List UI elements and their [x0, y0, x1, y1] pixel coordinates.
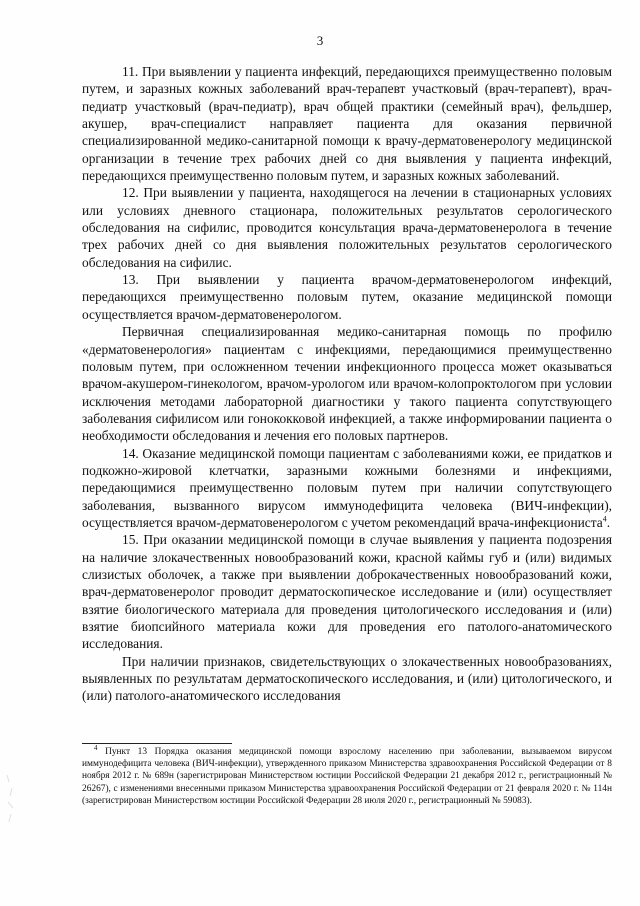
paragraph-14-text: 14. Оказание медицинской помощи пациентам с заболеваниями кожи, ее придатков и подкожно-жировой клетчатки, заразными кожными болезнями и инфекциями, передающимися преимущественно половым путем при наличии сопутствующего заболевания, вызванного вирусом иммунодефицита человека (ВИЧ-инфекции), осуществляется врачом-дерматовенерологом с учетом рекомендаций врача-инфекциониста — [82, 445, 612, 530]
paragraph-13-text: 13. При выявлении у пациента врачом-дерматовенерологом инфекций, передающихся преимущественно половым путем, оказание медицинской помощи осуществляется врачом-дерматовенерологом. — [82, 272, 612, 322]
paragraph-15-continuation-text: При наличии признаков, свидетельствующих о злокачественных новообразованиях, выявленных по результатам дерматоскопического исследования, и (или) цитологического, и (или) патолого-анатомического исследования — [82, 653, 612, 704]
footnote — [82, 743, 612, 807]
page-number: 3 — [316, 33, 324, 48]
paragraph-13 — [82, 271, 612, 323]
footnote-reference[interactable]: 4 — [602, 514, 607, 524]
scan-artifact — [4, 770, 18, 830]
paragraph-11 — [82, 63, 612, 184]
footnote-separator — [82, 743, 232, 744]
paragraph-11-text: 11. При выявлении у пациента инфекций, передающихся преимущественно половым путем, и заразных кожных заболеваний врач-терапевт участковый (врач-терапевт), врач-педиатр участковый (врач-педиатр), врач общей практики (семейный врач), фельдшер, акушер, врач-специалист направляет пациента для оказания первичной специализированной медико-санитарной помощи к врачу-дерматовенерологу медицинской организации в течение трех рабочих дней со дня выявления у пациента инфекций, передающихся преимущественно половым путем, и заразных кожных заболеваний. — [82, 64, 612, 184]
paragraph-15-text: 15. При оказании медицинской помощи в случае выявления у пациента подозрения на наличие злокачественных новообразований кожи, красной каймы губ и (или) видимых слизистых оболочек, а также при выявлении доброкачественных новообразований кожи, врач-дерматовенеролог проводит дерматоскопическое исследование и (или) осуществляет взятие биологического материала для проведения цитологического исследования и (или) взятие биопсийного материала кожи для проведения его патолого-анатомического исследования. — [82, 532, 612, 652]
paragraph-13-continuation-text: Первичная специализированная медико-санитарная помощь по профилю «дерматовенерология» пациентам с инфекциями, передающимися преимущественно половым путем, при осложненном течении инфекционного процесса может оказываться врачом-акушером-гинекологом, врачом-урологом или врачом-колопроктологом при условии исключения методами лабораторной диагностики у такого пациента сопутствующего заболевания сифилисом или гонококковой инфекцией, а также информировании пациента о необходимости обследования и лечения его половых партнеров. — [82, 324, 612, 444]
footnote-4 — [82, 743, 612, 807]
paragraph-14: 14. Оказание медицинской помощи пациентам с заболеваниями кожи, ее придатков и подкожно-жировой клетчатки, заразными кожными болезнями и инфекциями, передающимися преимущественно половым путем при наличии сопутствующего заболевания, вызванного вирусом иммунодефицита человека (ВИЧ-инфекции), осуществляется врачом-дерматовенерологом с учетом рекомендаций врача-инфекциониста$^4$. — [82, 445, 612, 530]
footnote-text: Пункт 13 Порядка оказания медицинской помощи взрослому населению при заболевании, вызываемом вирусом иммунодефицита человека (ВИЧ-инфекции), утвержденного приказом Министерства здравоохранения Российской Федерации от 8 ноября 2012 г. № 689н (зарегистрирован Министерством юстиции Российской Федерации 21 декабря 2012 г., регистрационный № 26267), с изменениями внесенными приказом Министерства здравоохранения Российской Федерации от 21 февраля 2020 г. № 114н (зарегистрирован Министерством юстиции Российской Федерации 28 июля 2020 г., регистрационный № 59083). — [82, 747, 612, 806]
paragraph-15-continuation — [82, 653, 612, 705]
footnote-mark: 4 — [94, 743, 98, 752]
document-body — [82, 63, 612, 705]
paragraph-12 — [82, 184, 612, 271]
paragraph-15 — [82, 531, 612, 652]
paragraph-13-continuation — [82, 323, 612, 444]
paragraph-12-text: 12. При выявлении у пациента, находящегося на лечении в стационарных условиях или условиях дневного стационара, положительных результатов серологического обследования на сифилис, проводится консультация врача-дерматовенеролога в течение трех рабочих дней со дня выявления положительных результатов серологического обследования на сифилис. — [82, 185, 612, 270]
